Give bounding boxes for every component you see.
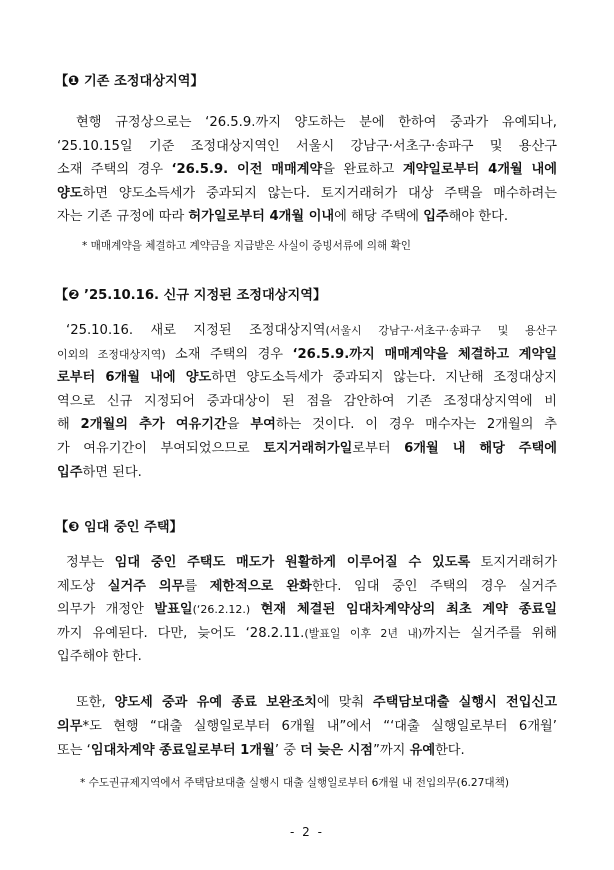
paragraph-line [57,624,557,644]
text-run: 해 [57,417,81,433]
paragraph-line [57,345,557,365]
text-run: 에 해당 주택에 [334,209,424,225]
paragraph-line [57,741,465,761]
text-run: ‘25.10.16. 새로 지정된 조정대상지역 [66,323,326,338]
text-run: ”까지 [373,743,410,758]
paragraph-line [57,160,557,180]
text-run: 계약일로부터 4개월 내에 [402,162,558,178]
text-run: 한다. 임대 중인 주택의 경우 실거주 [311,578,558,594]
text-run: 이외의 조정대상지역) [57,347,166,361]
text-run: 제도상 [57,578,108,594]
paragraph-line [57,184,557,204]
text-run: 또한, [76,695,115,710]
text-run: 주택담보대출 실행시 전입신고 [372,695,557,710]
paragraph-line [57,207,508,227]
paragraph-line [66,321,557,341]
text-run: 현재 체결된 임대차계약상의 최초 계약 종료일 [260,602,557,618]
paragraph-line [66,553,557,573]
text-run: ‘26.5.9. 이전 매매계약 [171,162,323,178]
text-run: 의무가 개정안 [57,602,155,618]
text-run: 입주 [423,209,449,225]
text-run: 실거주 의무 [107,578,185,594]
text-run: 발표일 [154,602,193,618]
text-run: 현행 규정상으로는 ‘26.5.9.까지 양도하는 분에 한하여 중과가 유예되나, [76,115,557,130]
text-run: 입주해야 한다. [57,649,142,665]
paragraph-line [57,717,557,737]
text-run: 에 맞춰 [317,695,373,710]
text-run: ’ 중 [274,743,301,758]
text-run: 또는 ‘ [57,743,91,758]
paragraph-line [57,368,557,388]
text-run: 까지 유예된다. 다만, 늦어도 ‘28.2.11. [57,625,305,641]
text-run: 자는 기존 규정에 따라 [57,209,189,225]
paragraph-line [57,439,557,459]
text-run: 토지거래허가일 [263,441,353,456]
text-run: ‘26.5.9.까지 매매계약을 체결하고 계약일 [292,346,557,362]
text-run: 하는 것이다. 이 경우 매수자는 2개월의 추 [275,417,558,433]
section1-heading: 【❶ 기존 조정대상지역】 [55,74,204,89]
text-run: 을 완료하고 [322,162,403,178]
text-run: 임대차계약 종료일로부터 1개월 [90,743,275,758]
page-number: - 2 - [290,825,324,839]
text-run: 더 늦은 시점 [300,743,374,758]
paragraph-line [57,415,557,435]
text-run: 허가일로부터 4개월 이내 [188,209,335,225]
text-run: 가 여유기간이 부여되었으므로 [57,441,264,456]
paragraph-line [76,693,557,713]
text-run: (‘26.2.12.) [192,603,251,617]
text-run: 까지는 실거주를 위해 [422,625,557,641]
text-run: 제한적으로 완화 [209,578,312,594]
text-run: 하면 된다. [82,464,142,480]
text-run: 역으로 신규 지정되어 중과대상이 된 점을 감안하여 기존 조정대상지역에 비 [57,393,557,409]
text-run: 한다. [435,743,465,758]
paragraph-line [76,113,557,133]
text-run [250,602,260,617]
text-run: 로부터 [352,441,405,456]
text-run: 로부터 6개월 내에 양도 [57,370,212,386]
text-run: 소재 주택의 경우 [165,346,293,362]
text-run: 6개월 내 해당 주택에 [404,441,557,456]
text-run: 부여 [250,417,276,433]
text-run: 유예 [409,743,436,758]
section2-heading: 【❷ ’25.10.16. 신규 지정된 조정대상지역】 [55,288,327,303]
text-run: 소재 주택의 경우 [57,162,172,178]
text-run: 하면 양도소득세가 중과되지 않는다. 지난해 조정대상지 [211,370,557,386]
text-run: 2개월의 추가 여유기간 [80,417,227,433]
paragraph-line [57,137,557,157]
section3-footnote: * 수도권규제지역에서 주택담보대출 실행시 대출 실행일로부터 6개월 내 전입의무(6.27대책) [80,777,510,789]
section1-footnote: * 매매계약을 체결하고 계약금을 지급받은 사실이 증빙서류에 의해 확인 [82,240,412,252]
text-run: (발표일 이후 2년 내) [304,626,423,640]
paragraph-line [57,392,557,412]
text-run: 을 [226,417,251,433]
section3-heading: 【❸ 임대 중인 주택】 [55,520,183,535]
text-run: ‘25.10.15일 기준 조정대상지역인 서울시 강남구·서초구·송파구 및 용산구 [57,138,557,154]
text-run: 를 [184,578,210,594]
text-run: 해야 한다. [448,209,509,225]
paragraph-line [57,577,557,597]
text-run: (서울시 강남구·서초구·송파구 및 용산구 [325,324,557,337]
paragraph-line [57,463,142,483]
text-run: 정부는 [66,555,115,570]
paragraph-line [57,647,142,667]
paragraph-line [57,600,557,620]
text-run: 입주 [57,464,83,480]
text-run: 양도세 중과 유예 종료 보완조치 [114,695,318,710]
text-run: *도 현행 “대출 실행일로부터 6개월 내”에서 “‘대출 실행일로부터 6개월’ [82,719,557,734]
text-run: 하면 양도소득세가 중과되지 않는다. 토지거래허가 대상 주택을 매수하려는 [82,185,557,201]
text-run: 의무 [57,719,83,734]
text-run: 임대 중인 주택도 매도가 원활하게 이루어질 수 있도록 [114,555,471,570]
text-run: 토지거래허가 [470,555,557,570]
text-run: 양도 [57,185,83,201]
